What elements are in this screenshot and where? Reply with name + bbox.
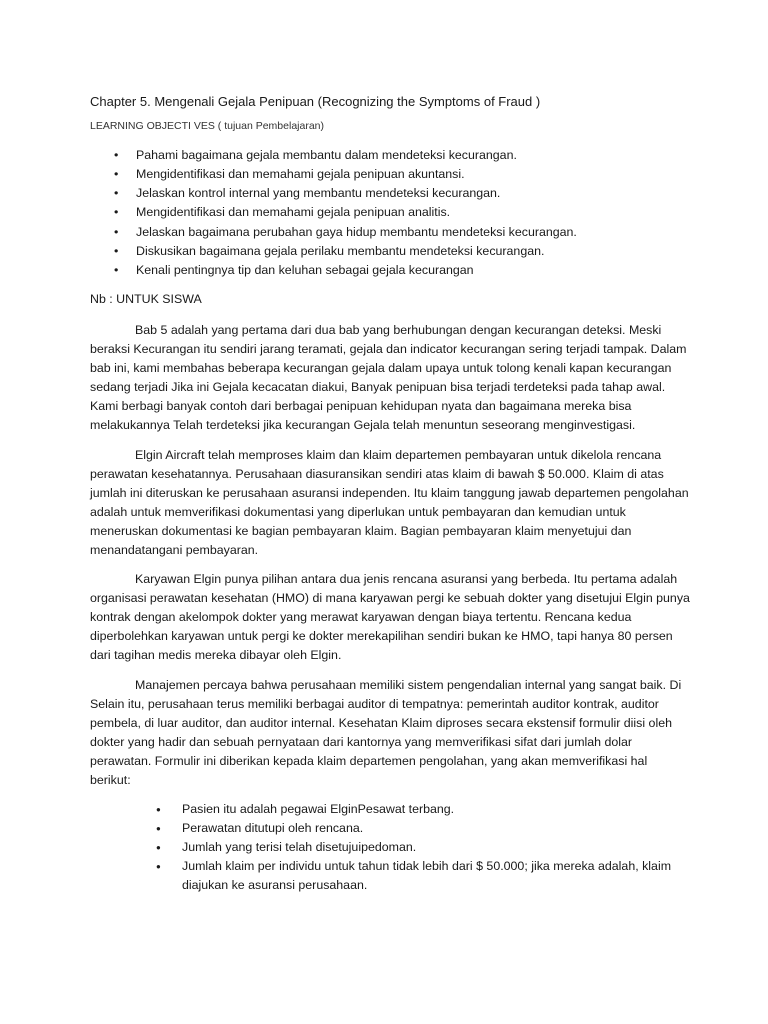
verification-list [90, 800, 690, 895]
list-item: • Jelaskan kontrol internal yang membantu mendeteksi kecurangan. [90, 184, 690, 203]
paragraph: Karyawan Elgin punya pilihan antara dua jenis rencana asuransi yang berbeda. Itu pertama adalah organisasi perawatan kesehatan (HMO) di mana karyawan pergi ke sebuah dokter yang disetujui Elgin punya kontrak dengan akelompok dokter yang merawat karyawan dengan biaya tertentu. Rencana kedua diperbolehkan karyawan untuk pergi ke dokter merekapilihan sendiri bukan ke HMO, tapi hanya 80 persen dari tagihan medis mereka dibayar oleh Elgin. [90, 572, 690, 663]
list-item: • Mengidentifikasi dan memahami gejala penipuan analitis. [90, 203, 690, 222]
list-item: • Diskusikan bagaimana gejala perilaku membantu mendeteksi kecurangan. [90, 242, 690, 261]
objectives-list [90, 146, 690, 280]
paragraph: Manajemen percaya bahwa perusahaan memiliki sistem pengendalian internal yang sangat baik. Di Selain itu, perusahaan terus memiliki berbagai auditor di tempatnya: pemerintah auditor kontrak, auditor pembela, di luar auditor, dan auditor internal. Kesehatan Klaim diproses secara ekstensif formulir diisi oleh dokter yang hadir dan sebuah pernyataan dari kantornya yang memverifikasi sifat dari jumlah dolar perawatan. Formulir ini diberikan kepada klaim departemen pengolahan, yang akan memverifikasi hal berikut: [90, 677, 682, 787]
list-item: • Pahami bagaimana gejala membantu dalam mendeteksi kecurangan. [90, 146, 690, 165]
list-item: • Kenali pentingnya tip dan keluhan sebagai gejala kecurangan [90, 261, 690, 280]
list-item: • Jelaskan bagaimana perubahan gaya hidup membantu mendeteksi kecurangan. [90, 223, 690, 242]
document-content [90, 92, 690, 896]
paragraph: Elgin Aircraft telah memproses klaim dan klaim departemen pembayaran untuk dikelola rencana perawatan kesehatannya. Perusahaan diasuransikan sendiri atas klaim di bawah $ 50.000. Klaim di atas jumlah ini diteruskan ke perusahaan asuransi independen. Itu klaim tanggung jawab departemen pengolahan adalah untuk memverifikasi dokumentasi yang diperlukan untuk pembayaran dan kemudian untuk meneruskan dokumentasi ke bagian pembayaran klaim. Bagian pembayaran klaim menyetujui dan menandatangani pembayaran. [90, 447, 689, 557]
list-item: ● Pasien itu adalah pegawai ElginPesawat terbang. [90, 800, 690, 819]
learning-objectives-heading: LEARNING OBJECTI VES ( tujuan Pembelajaran) [90, 120, 325, 133]
list-item: ● Jumlah klaim per individu untuk tahun tidak lebih dari $ 50.000; jika mereka adalah, klaim diajukan ke asuransi perusahaan. [90, 857, 690, 895]
list-item: • Mengidentifikasi dan memahami gejala penipuan akuntansi. [90, 165, 690, 184]
list-item: ● Perawatan ditutupi oleh rencana. [90, 819, 690, 838]
student-note: Nb : UNTUK SISWA [90, 291, 202, 306]
chapter-title: Chapter 5. Mengenali Gejala Penipuan (Recognizing the Symptoms of Fraud ) [90, 94, 541, 109]
paragraph: Bab 5 adalah yang pertama dari dua bab yang berhubungan dengan kecurangan deteksi. Meski beraksi Kecurangan itu sendiri jarang teramati, gejala dan indicator kecurangan sering terjadi tampak. Dalam bab ini, kami membahas beberapa kecurangan gejala dalam upaya untuk tolong kenali kapan kecurangan sedang terjadi Jika ini Gejala kecacatan diakui, Banyak penipuan bisa terjadi terdeteksi pada tahap awal. Kami berbagi banyak contoh dari berbagai penipuan kehidupan nyata dan bagaimana mereka bisa melakukannya Telah terdeteksi jika kecurangan Gejala telah menuntun seseorang menginvestigasi. [90, 322, 687, 433]
list-item: ● Jumlah yang terisi telah disetujuipedoman. [90, 838, 690, 857]
